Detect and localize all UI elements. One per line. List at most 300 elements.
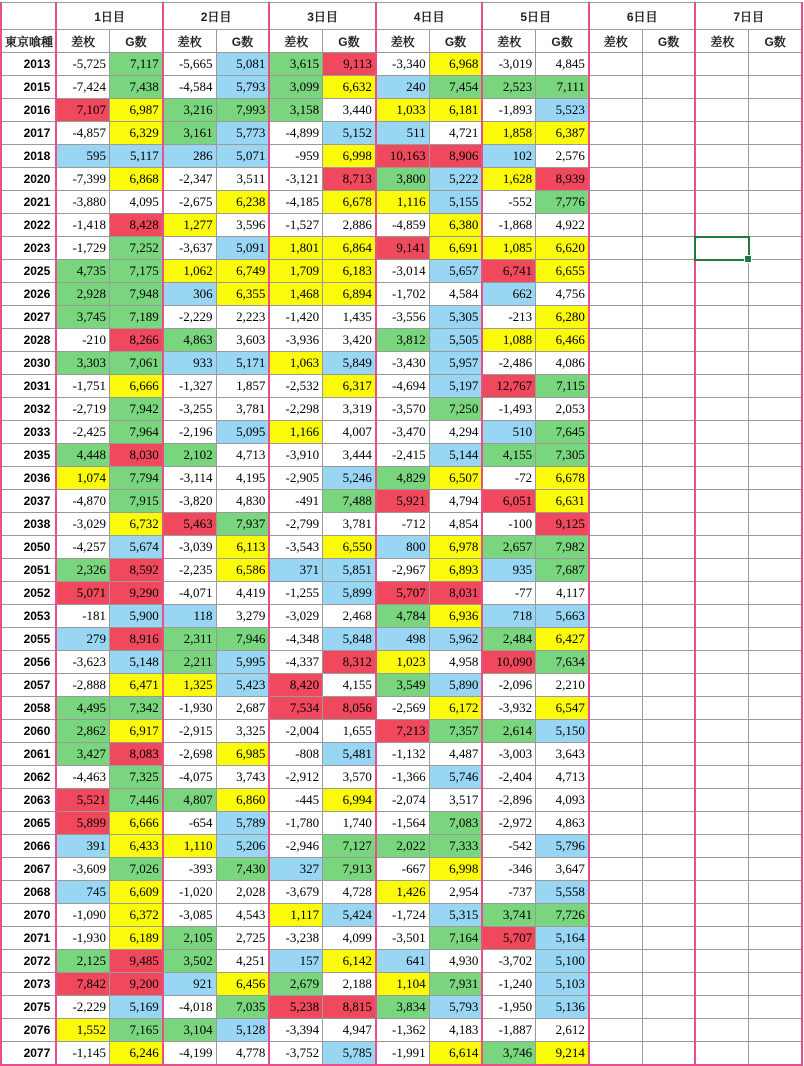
games-value-cell[interactable]: 4,007: [323, 421, 376, 444]
machine-number-cell[interactable]: 2051: [1, 559, 56, 582]
empty-cell[interactable]: [749, 352, 802, 375]
games-value-cell[interactable]: 3,603: [216, 329, 269, 352]
games-value-cell[interactable]: 5,789: [216, 812, 269, 835]
empty-cell[interactable]: [589, 99, 642, 122]
diff-value-cell[interactable]: 2,105: [163, 927, 216, 950]
diff-value-cell[interactable]: 8,420: [269, 674, 322, 697]
games-value-cell[interactable]: 7,794: [110, 467, 163, 490]
diff-value-cell[interactable]: 3,812: [376, 329, 429, 352]
empty-cell[interactable]: [642, 996, 695, 1019]
games-value-cell[interactable]: 5,423: [216, 674, 269, 697]
games-value-cell[interactable]: 5,657: [429, 260, 482, 283]
empty-cell[interactable]: [642, 651, 695, 674]
empty-cell[interactable]: [695, 352, 748, 375]
diff-value-cell[interactable]: 5,521: [56, 789, 109, 812]
games-value-cell[interactable]: 6,280: [536, 306, 589, 329]
empty-cell[interactable]: [589, 1019, 642, 1042]
diff-value-cell[interactable]: 7,842: [56, 973, 109, 996]
diff-value-cell[interactable]: -808: [269, 743, 322, 766]
empty-cell[interactable]: [749, 789, 802, 812]
games-value-cell[interactable]: 7,175: [110, 260, 163, 283]
empty-cell[interactable]: [749, 766, 802, 789]
empty-cell[interactable]: [749, 260, 802, 283]
diff-value-cell[interactable]: -1,751: [56, 375, 109, 398]
diff-value-cell[interactable]: 641: [376, 950, 429, 973]
machine-number-cell[interactable]: 2060: [1, 720, 56, 743]
diff-value-cell[interactable]: 12,767: [482, 375, 535, 398]
diff-value-cell[interactable]: 3,099: [269, 76, 322, 99]
day2-diff-header[interactable]: 差枚: [163, 30, 216, 53]
diff-value-cell[interactable]: -552: [482, 191, 535, 214]
diff-value-cell[interactable]: -2,229: [163, 306, 216, 329]
empty-cell[interactable]: [749, 582, 802, 605]
empty-cell[interactable]: [695, 743, 748, 766]
games-value-cell[interactable]: 6,732: [110, 513, 163, 536]
games-value-cell[interactable]: 5,136: [536, 996, 589, 1019]
empty-cell[interactable]: [589, 352, 642, 375]
diff-value-cell[interactable]: -1,724: [376, 904, 429, 927]
games-value-cell[interactable]: 4,487: [429, 743, 482, 766]
empty-cell[interactable]: [642, 444, 695, 467]
empty-cell[interactable]: [642, 467, 695, 490]
diff-value-cell[interactable]: 4,735: [56, 260, 109, 283]
empty-cell[interactable]: [589, 375, 642, 398]
empty-cell[interactable]: [589, 306, 642, 329]
games-value-cell[interactable]: 7,948: [110, 283, 163, 306]
empty-cell[interactable]: [589, 536, 642, 559]
machine-number-cell[interactable]: 2057: [1, 674, 56, 697]
diff-value-cell[interactable]: 1,166: [269, 421, 322, 444]
games-value-cell[interactable]: 7,189: [110, 306, 163, 329]
games-value-cell[interactable]: 7,446: [110, 789, 163, 812]
empty-cell[interactable]: [642, 881, 695, 904]
diff-value-cell[interactable]: -3,238: [269, 927, 322, 950]
games-value-cell[interactable]: 9,214: [536, 1042, 589, 1066]
games-value-cell[interactable]: 7,115: [536, 375, 589, 398]
empty-cell[interactable]: [642, 559, 695, 582]
empty-cell[interactable]: [589, 996, 642, 1019]
diff-value-cell[interactable]: -2,415: [376, 444, 429, 467]
day-header-7[interactable]: 7日目: [695, 3, 802, 30]
diff-value-cell[interactable]: -4,185: [269, 191, 322, 214]
games-value-cell[interactable]: 6,317: [323, 375, 376, 398]
games-value-cell[interactable]: 5,148: [110, 651, 163, 674]
empty-cell[interactable]: [642, 858, 695, 881]
games-value-cell[interactable]: 7,634: [536, 651, 589, 674]
diff-value-cell[interactable]: -210: [56, 329, 109, 352]
diff-value-cell[interactable]: 4,829: [376, 467, 429, 490]
empty-cell[interactable]: [749, 375, 802, 398]
games-value-cell[interactable]: 8,713: [323, 168, 376, 191]
empty-cell[interactable]: [589, 835, 642, 858]
empty-cell[interactable]: [749, 145, 802, 168]
diff-value-cell[interactable]: 1,116: [376, 191, 429, 214]
diff-value-cell[interactable]: -5,725: [56, 53, 109, 76]
games-value-cell[interactable]: 3,440: [323, 99, 376, 122]
machine-number-cell[interactable]: 2021: [1, 191, 56, 214]
diff-value-cell[interactable]: -4,337: [269, 651, 322, 674]
diff-value-cell[interactable]: 5,899: [56, 812, 109, 835]
diff-value-cell[interactable]: -213: [482, 306, 535, 329]
games-value-cell[interactable]: 9,485: [110, 950, 163, 973]
empty-cell[interactable]: [589, 582, 642, 605]
machine-number-cell[interactable]: 2038: [1, 513, 56, 536]
games-value-cell[interactable]: 9,113: [323, 53, 376, 76]
empty-cell[interactable]: [642, 835, 695, 858]
empty-cell[interactable]: [749, 950, 802, 973]
machine-number-cell[interactable]: 2026: [1, 283, 56, 306]
diff-value-cell[interactable]: 5,707: [482, 927, 535, 950]
empty-cell[interactable]: [749, 306, 802, 329]
machine-number-cell[interactable]: 2062: [1, 766, 56, 789]
games-value-cell[interactable]: 6,471: [110, 674, 163, 697]
empty-cell[interactable]: [642, 490, 695, 513]
games-value-cell[interactable]: 6,994: [323, 789, 376, 812]
diff-value-cell[interactable]: -1,930: [163, 697, 216, 720]
games-value-cell[interactable]: 3,517: [429, 789, 482, 812]
empty-cell[interactable]: [642, 950, 695, 973]
machine-number-cell[interactable]: 2015: [1, 76, 56, 99]
empty-cell[interactable]: [749, 467, 802, 490]
diff-value-cell[interactable]: -3,936: [269, 329, 322, 352]
diff-value-cell[interactable]: 2,679: [269, 973, 322, 996]
empty-cell[interactable]: [695, 720, 748, 743]
games-value-cell[interactable]: 7,325: [110, 766, 163, 789]
day5-games-header[interactable]: G数: [536, 30, 589, 53]
empty-cell[interactable]: [589, 513, 642, 536]
games-value-cell[interactable]: 5,962: [429, 628, 482, 651]
empty-cell[interactable]: [642, 99, 695, 122]
empty-cell[interactable]: [589, 490, 642, 513]
diff-value-cell[interactable]: 157: [269, 950, 322, 973]
diff-value-cell[interactable]: 279: [56, 628, 109, 651]
empty-cell[interactable]: [749, 674, 802, 697]
diff-value-cell[interactable]: -737: [482, 881, 535, 904]
games-value-cell[interactable]: 6,387: [536, 122, 589, 145]
empty-cell[interactable]: [589, 559, 642, 582]
diff-value-cell[interactable]: 1,801: [269, 237, 322, 260]
empty-cell[interactable]: [642, 191, 695, 214]
games-value-cell[interactable]: 6,749: [216, 260, 269, 283]
empty-cell[interactable]: [695, 53, 748, 76]
games-value-cell[interactable]: 4,947: [323, 1019, 376, 1042]
diff-value-cell[interactable]: 1,117: [269, 904, 322, 927]
empty-cell[interactable]: [695, 145, 748, 168]
diff-value-cell[interactable]: -445: [269, 789, 322, 812]
empty-cell[interactable]: [749, 835, 802, 858]
machine-number-cell[interactable]: 2018: [1, 145, 56, 168]
games-value-cell[interactable]: 9,125: [536, 513, 589, 536]
diff-value-cell[interactable]: 10,090: [482, 651, 535, 674]
diff-value-cell[interactable]: -3,609: [56, 858, 109, 881]
empty-cell[interactable]: [695, 973, 748, 996]
empty-cell[interactable]: [695, 237, 748, 260]
diff-value-cell[interactable]: 6,741: [482, 260, 535, 283]
games-value-cell[interactable]: 5,091: [216, 237, 269, 260]
machine-number-cell[interactable]: 2077: [1, 1042, 56, 1066]
diff-value-cell[interactable]: -3,470: [376, 421, 429, 444]
games-value-cell[interactable]: 5,851: [323, 559, 376, 582]
empty-cell[interactable]: [749, 743, 802, 766]
diff-value-cell[interactable]: 595: [56, 145, 109, 168]
empty-cell[interactable]: [642, 720, 695, 743]
games-value-cell[interactable]: 5,117: [110, 145, 163, 168]
games-value-cell[interactable]: 4,958: [429, 651, 482, 674]
empty-cell[interactable]: [589, 743, 642, 766]
diff-value-cell[interactable]: -3,679: [269, 881, 322, 904]
empty-cell[interactable]: [749, 421, 802, 444]
diff-value-cell[interactable]: 2,614: [482, 720, 535, 743]
games-value-cell[interactable]: 6,238: [216, 191, 269, 214]
diff-value-cell[interactable]: -654: [163, 812, 216, 835]
machine-number-cell[interactable]: 2063: [1, 789, 56, 812]
diff-value-cell[interactable]: -1,780: [269, 812, 322, 835]
games-value-cell[interactable]: 7,913: [323, 858, 376, 881]
diff-value-cell[interactable]: 4,863: [163, 329, 216, 352]
games-value-cell[interactable]: 5,095: [216, 421, 269, 444]
diff-value-cell[interactable]: -72: [482, 467, 535, 490]
empty-cell[interactable]: [589, 53, 642, 76]
diff-value-cell[interactable]: 3,549: [376, 674, 429, 697]
games-value-cell[interactable]: 6,666: [110, 375, 163, 398]
games-value-cell[interactable]: 3,596: [216, 214, 269, 237]
games-value-cell[interactable]: 4,251: [216, 950, 269, 973]
diff-value-cell[interactable]: -2,799: [269, 513, 322, 536]
games-value-cell[interactable]: 5,315: [429, 904, 482, 927]
empty-cell[interactable]: [749, 490, 802, 513]
diff-value-cell[interactable]: 1,552: [56, 1019, 109, 1042]
empty-cell[interactable]: [749, 559, 802, 582]
diff-value-cell[interactable]: 2,211: [163, 651, 216, 674]
diff-value-cell[interactable]: 3,158: [269, 99, 322, 122]
games-value-cell[interactable]: 6,678: [536, 467, 589, 490]
machine-number-cell[interactable]: 2013: [1, 53, 56, 76]
games-value-cell[interactable]: 7,488: [323, 490, 376, 513]
diff-value-cell[interactable]: -2,425: [56, 421, 109, 444]
games-value-cell[interactable]: 6,456: [216, 973, 269, 996]
games-value-cell[interactable]: 6,547: [536, 697, 589, 720]
empty-cell[interactable]: [589, 283, 642, 306]
diff-value-cell[interactable]: -542: [482, 835, 535, 858]
diff-value-cell[interactable]: -4,899: [269, 122, 322, 145]
games-value-cell[interactable]: 3,647: [536, 858, 589, 881]
diff-value-cell[interactable]: -2,675: [163, 191, 216, 214]
diff-value-cell[interactable]: -3,014: [376, 260, 429, 283]
diff-value-cell[interactable]: -2,004: [269, 720, 322, 743]
diff-value-cell[interactable]: -4,694: [376, 375, 429, 398]
machine-number-cell[interactable]: 2016: [1, 99, 56, 122]
machine-number-cell[interactable]: 2031: [1, 375, 56, 398]
diff-value-cell[interactable]: 118: [163, 605, 216, 628]
empty-cell[interactable]: [695, 927, 748, 950]
games-value-cell[interactable]: 3,420: [323, 329, 376, 352]
games-value-cell[interactable]: 2,210: [536, 674, 589, 697]
games-value-cell[interactable]: 4,863: [536, 812, 589, 835]
games-value-cell[interactable]: 6,868: [110, 168, 163, 191]
games-value-cell[interactable]: 4,155: [323, 674, 376, 697]
empty-cell[interactable]: [589, 674, 642, 697]
empty-cell[interactable]: [749, 927, 802, 950]
diff-value-cell[interactable]: -1,255: [269, 582, 322, 605]
games-value-cell[interactable]: 6,936: [429, 605, 482, 628]
empty-cell[interactable]: [695, 628, 748, 651]
diff-value-cell[interactable]: 662: [482, 283, 535, 306]
diff-value-cell[interactable]: -4,584: [163, 76, 216, 99]
empty-cell[interactable]: [749, 283, 802, 306]
diff-value-cell[interactable]: -2,896: [482, 789, 535, 812]
games-value-cell[interactable]: 5,100: [536, 950, 589, 973]
machine-number-cell[interactable]: 2035: [1, 444, 56, 467]
games-value-cell[interactable]: 6,189: [110, 927, 163, 950]
games-value-cell[interactable]: 2,954: [429, 881, 482, 904]
empty-cell[interactable]: [642, 352, 695, 375]
games-value-cell[interactable]: 5,155: [429, 191, 482, 214]
diff-value-cell[interactable]: -3,543: [269, 536, 322, 559]
diff-value-cell[interactable]: -3,121: [269, 168, 322, 191]
diff-value-cell[interactable]: -77: [482, 582, 535, 605]
games-value-cell[interactable]: 5,152: [323, 122, 376, 145]
empty-cell[interactable]: [642, 283, 695, 306]
games-value-cell[interactable]: 9,200: [110, 973, 163, 996]
diff-value-cell[interactable]: 7,213: [376, 720, 429, 743]
diff-value-cell[interactable]: 933: [163, 352, 216, 375]
games-value-cell[interactable]: 8,939: [536, 168, 589, 191]
empty-cell[interactable]: [695, 881, 748, 904]
day6-games-header[interactable]: G数: [642, 30, 695, 53]
games-value-cell[interactable]: 5,505: [429, 329, 482, 352]
diff-value-cell[interactable]: -491: [269, 490, 322, 513]
machine-number-cell[interactable]: 2068: [1, 881, 56, 904]
games-value-cell[interactable]: 2,028: [216, 881, 269, 904]
diff-value-cell[interactable]: -4,463: [56, 766, 109, 789]
diff-value-cell[interactable]: -2,912: [269, 766, 322, 789]
diff-value-cell[interactable]: 3,502: [163, 950, 216, 973]
machine-number-cell[interactable]: 2053: [1, 605, 56, 628]
empty-cell[interactable]: [695, 214, 748, 237]
empty-cell[interactable]: [695, 835, 748, 858]
day4-games-header[interactable]: G数: [429, 30, 482, 53]
diff-value-cell[interactable]: -3,340: [376, 53, 429, 76]
empty-cell[interactable]: [642, 122, 695, 145]
diff-value-cell[interactable]: 1,426: [376, 881, 429, 904]
games-value-cell[interactable]: 2,223: [216, 306, 269, 329]
games-value-cell[interactable]: 6,998: [429, 858, 482, 881]
day-header-1[interactable]: 1日目: [56, 3, 163, 30]
empty-cell[interactable]: [695, 605, 748, 628]
machine-number-cell[interactable]: 2073: [1, 973, 56, 996]
games-value-cell[interactable]: 5,900: [110, 605, 163, 628]
diff-value-cell[interactable]: 9,141: [376, 237, 429, 260]
diff-value-cell[interactable]: -3,029: [56, 513, 109, 536]
games-value-cell[interactable]: 7,061: [110, 352, 163, 375]
diff-value-cell[interactable]: 935: [482, 559, 535, 582]
games-value-cell[interactable]: 8,592: [110, 559, 163, 582]
games-value-cell[interactable]: 5,849: [323, 352, 376, 375]
day-header-5[interactable]: 5日目: [482, 3, 589, 30]
empty-cell[interactable]: [749, 536, 802, 559]
games-value-cell[interactable]: 6,631: [536, 490, 589, 513]
games-value-cell[interactable]: 6,632: [323, 76, 376, 99]
games-value-cell[interactable]: 6,181: [429, 99, 482, 122]
games-value-cell[interactable]: 7,687: [536, 559, 589, 582]
games-value-cell[interactable]: 3,325: [216, 720, 269, 743]
day3-games-header[interactable]: G数: [323, 30, 376, 53]
machine-number-cell[interactable]: 2022: [1, 214, 56, 237]
games-value-cell[interactable]: 6,655: [536, 260, 589, 283]
diff-value-cell[interactable]: -3,752: [269, 1042, 322, 1066]
games-value-cell[interactable]: 5,071: [216, 145, 269, 168]
diff-value-cell[interactable]: -3,085: [163, 904, 216, 927]
empty-cell[interactable]: [749, 168, 802, 191]
diff-value-cell[interactable]: 1,468: [269, 283, 322, 306]
diff-value-cell[interactable]: -2,229: [56, 996, 109, 1019]
empty-cell[interactable]: [749, 881, 802, 904]
games-value-cell[interactable]: 4,419: [216, 582, 269, 605]
empty-cell[interactable]: [589, 628, 642, 651]
games-value-cell[interactable]: 5,103: [536, 973, 589, 996]
empty-cell[interactable]: [749, 237, 802, 260]
empty-cell[interactable]: [642, 375, 695, 398]
games-value-cell[interactable]: 6,985: [216, 743, 269, 766]
diff-value-cell[interactable]: -3,880: [56, 191, 109, 214]
empty-cell[interactable]: [589, 973, 642, 996]
games-value-cell[interactable]: 5,081: [216, 53, 269, 76]
games-value-cell[interactable]: 7,937: [216, 513, 269, 536]
diff-value-cell[interactable]: -1,493: [482, 398, 535, 421]
empty-cell[interactable]: [589, 260, 642, 283]
diff-value-cell[interactable]: -3,039: [163, 536, 216, 559]
games-value-cell[interactable]: 6,433: [110, 835, 163, 858]
diff-value-cell[interactable]: -2,972: [482, 812, 535, 835]
games-value-cell[interactable]: 4,922: [536, 214, 589, 237]
empty-cell[interactable]: [589, 812, 642, 835]
machine-number-cell[interactable]: 2037: [1, 490, 56, 513]
empty-cell[interactable]: [695, 559, 748, 582]
machine-number-cell[interactable]: 2050: [1, 536, 56, 559]
empty-cell[interactable]: [695, 674, 748, 697]
diff-value-cell[interactable]: 3,427: [56, 743, 109, 766]
diff-value-cell[interactable]: -4,199: [163, 1042, 216, 1066]
empty-cell[interactable]: [642, 237, 695, 260]
diff-value-cell[interactable]: -3,556: [376, 306, 429, 329]
day2-games-header[interactable]: G数: [216, 30, 269, 53]
machine-number-cell[interactable]: 2036: [1, 467, 56, 490]
diff-value-cell[interactable]: 498: [376, 628, 429, 651]
diff-value-cell[interactable]: 1,085: [482, 237, 535, 260]
empty-cell[interactable]: [642, 1019, 695, 1042]
diff-value-cell[interactable]: 800: [376, 536, 429, 559]
empty-cell[interactable]: [589, 398, 642, 421]
empty-cell[interactable]: [749, 651, 802, 674]
diff-value-cell[interactable]: 2,125: [56, 950, 109, 973]
empty-cell[interactable]: [695, 812, 748, 835]
diff-value-cell[interactable]: 1,709: [269, 260, 322, 283]
diff-value-cell[interactable]: -1,145: [56, 1042, 109, 1066]
games-value-cell[interactable]: 4,713: [536, 766, 589, 789]
games-value-cell[interactable]: 8,916: [110, 628, 163, 651]
diff-value-cell[interactable]: -1,240: [482, 973, 535, 996]
empty-cell[interactable]: [749, 858, 802, 881]
empty-cell[interactable]: [642, 145, 695, 168]
games-value-cell[interactable]: 3,444: [323, 444, 376, 467]
games-value-cell[interactable]: 8,031: [429, 582, 482, 605]
diff-value-cell[interactable]: 1,277: [163, 214, 216, 237]
games-value-cell[interactable]: 1,857: [216, 375, 269, 398]
empty-cell[interactable]: [695, 950, 748, 973]
games-value-cell[interactable]: 5,848: [323, 628, 376, 651]
diff-value-cell[interactable]: 2,311: [163, 628, 216, 651]
empty-cell[interactable]: [589, 766, 642, 789]
